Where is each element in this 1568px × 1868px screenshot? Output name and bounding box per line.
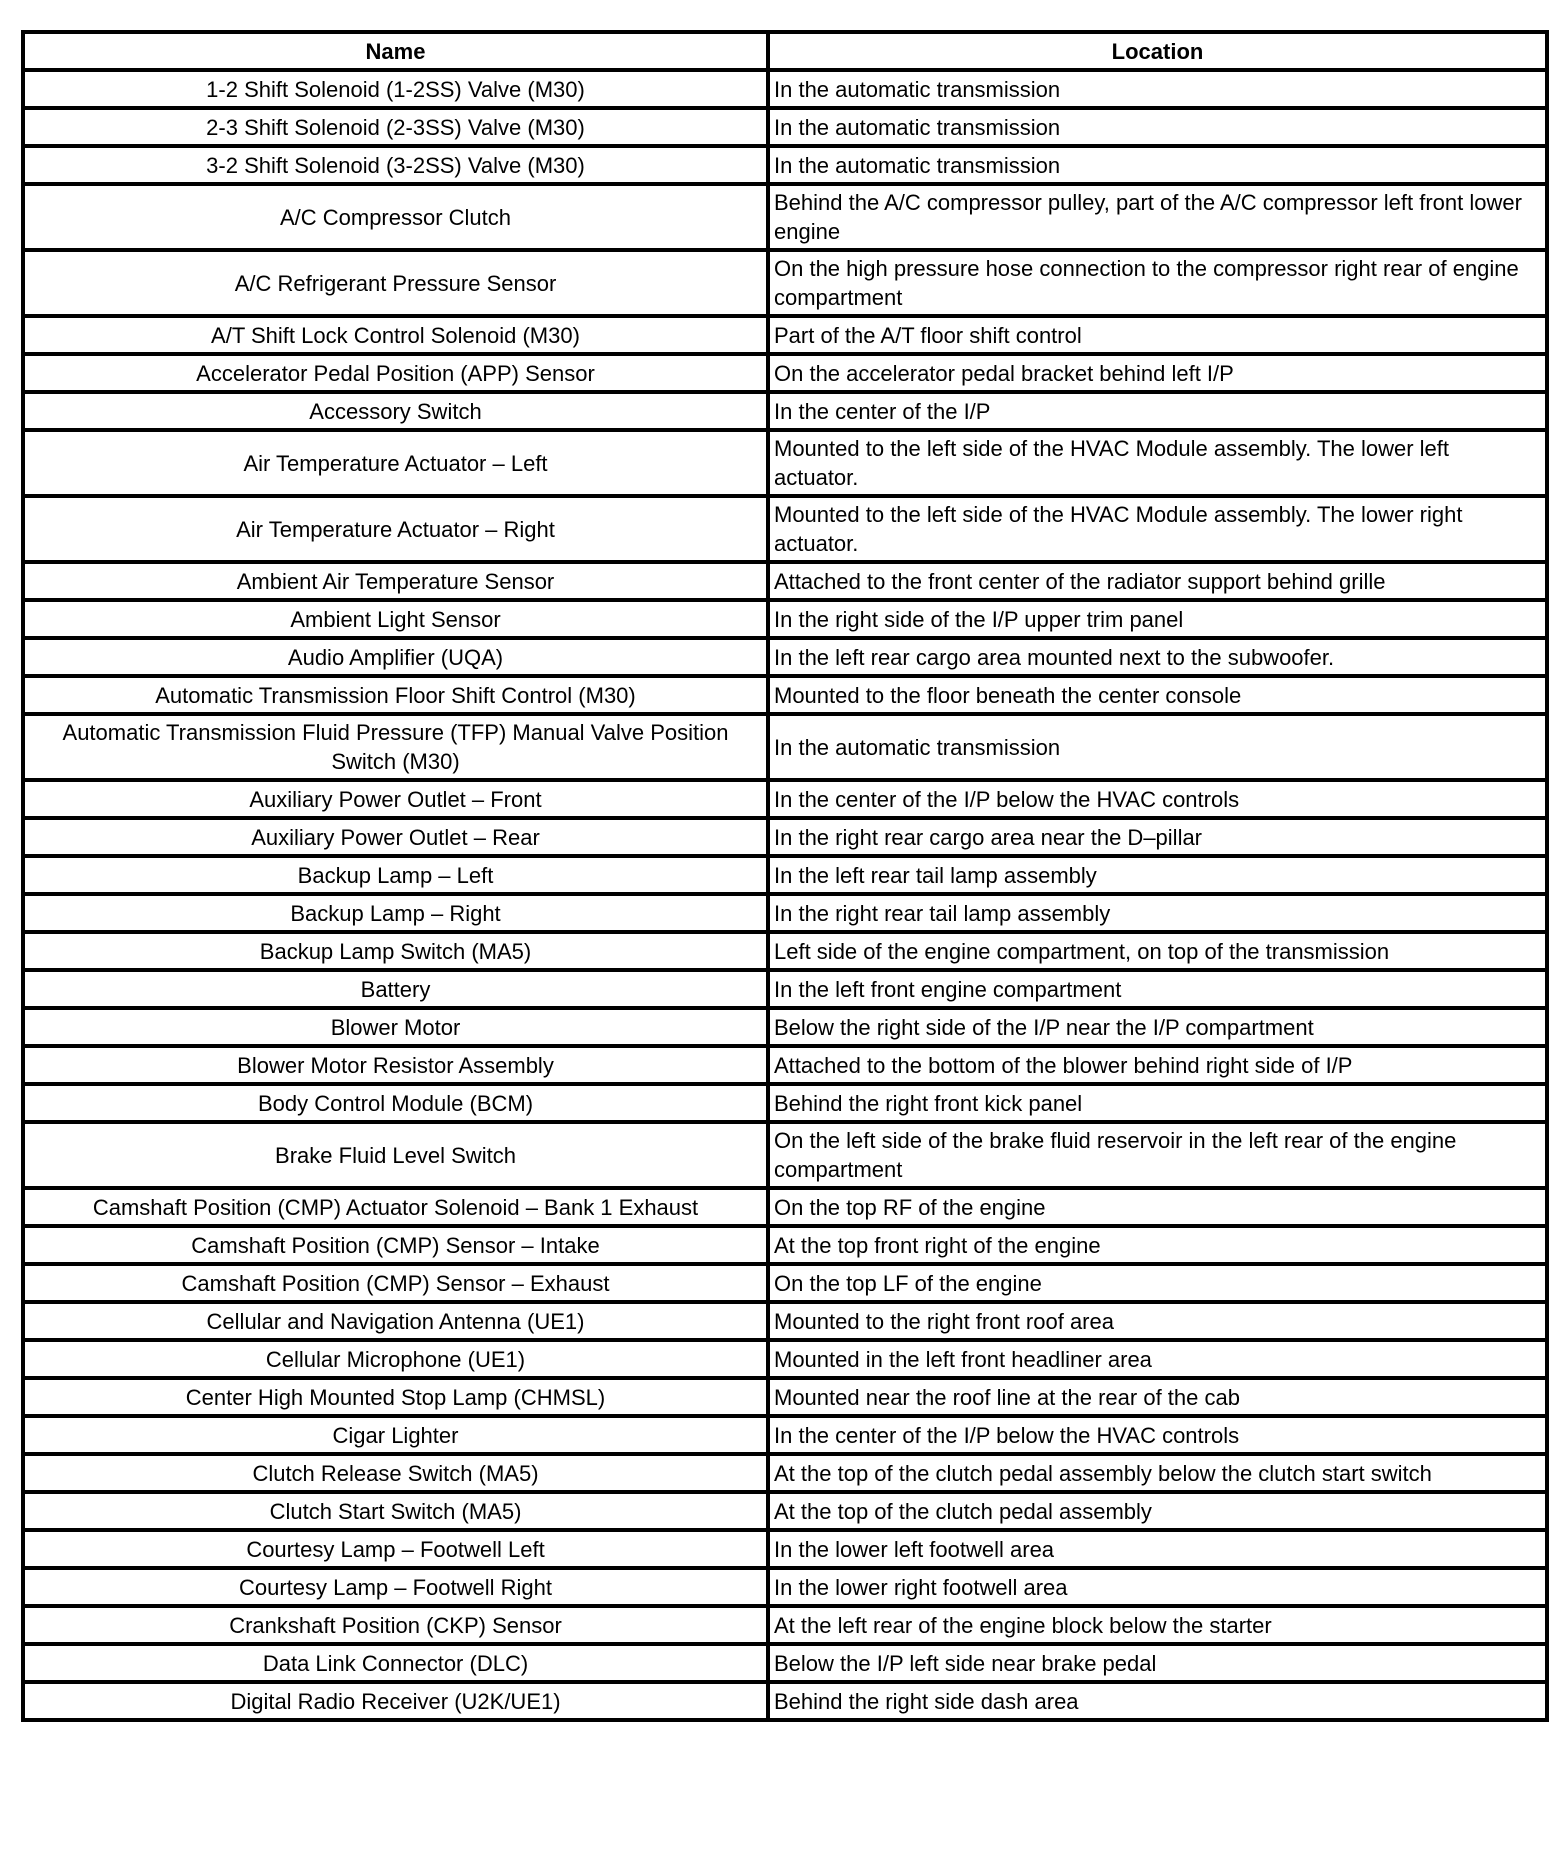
component-location-table-wrapper bbox=[21, 30, 1545, 1722]
component-location-cell: Mounted to the right front roof area bbox=[768, 1302, 1547, 1340]
component-name-cell: Auxiliary Power Outlet – Rear bbox=[23, 818, 768, 856]
component-name-cell: Backup Lamp Switch (MA5) bbox=[23, 932, 768, 970]
component-location-cell: In the center of the I/P bbox=[768, 392, 1547, 430]
component-name-cell: 3-2 Shift Solenoid (3-2SS) Valve (M30) bbox=[23, 146, 768, 184]
component-name-cell: Ambient Air Temperature Sensor bbox=[23, 562, 768, 600]
component-location-cell: On the left side of the brake fluid reservoir in the left rear of the engine compartment bbox=[768, 1122, 1547, 1188]
table-row bbox=[23, 562, 1547, 600]
table-row bbox=[23, 1008, 1547, 1046]
component-location-cell: In the right rear cargo area near the D–pillar bbox=[768, 818, 1547, 856]
component-location-cell: Mounted to the floor beneath the center console bbox=[768, 676, 1547, 714]
table-row bbox=[23, 714, 1547, 780]
component-name-cell: Air Temperature Actuator – Right bbox=[23, 496, 768, 562]
component-name-cell: Camshaft Position (CMP) Sensor – Exhaust bbox=[23, 1264, 768, 1302]
table-row bbox=[23, 316, 1547, 354]
component-location-cell: In the center of the I/P below the HVAC controls bbox=[768, 780, 1547, 818]
component-name-cell: Clutch Start Switch (MA5) bbox=[23, 1492, 768, 1530]
table-row bbox=[23, 108, 1547, 146]
component-location-cell: In the automatic transmission bbox=[768, 146, 1547, 184]
component-name-cell: Crankshaft Position (CKP) Sensor bbox=[23, 1606, 768, 1644]
component-location-table bbox=[21, 30, 1549, 1722]
component-location-cell: In the center of the I/P below the HVAC controls bbox=[768, 1416, 1547, 1454]
table-row bbox=[23, 250, 1547, 316]
table-row bbox=[23, 70, 1547, 108]
table-row bbox=[23, 1530, 1547, 1568]
component-location-cell: Behind the right front kick panel bbox=[768, 1084, 1547, 1122]
component-name-cell: Camshaft Position (CMP) Sensor – Intake bbox=[23, 1226, 768, 1264]
component-location-cell: In the automatic transmission bbox=[768, 714, 1547, 780]
component-location-cell: Mounted near the roof line at the rear of the cab bbox=[768, 1378, 1547, 1416]
table-row bbox=[23, 676, 1547, 714]
component-name-cell: Courtesy Lamp – Footwell Left bbox=[23, 1530, 768, 1568]
component-location-cell: Attached to the front center of the radiator support behind grille bbox=[768, 562, 1547, 600]
component-name-cell: Courtesy Lamp – Footwell Right bbox=[23, 1568, 768, 1606]
table-row bbox=[23, 970, 1547, 1008]
component-name-cell: Automatic Transmission Fluid Pressure (TFP) Manual Valve Position Switch (M30) bbox=[23, 714, 768, 780]
table-row bbox=[23, 1568, 1547, 1606]
table-row bbox=[23, 184, 1547, 250]
component-location-cell: Left side of the engine compartment, on top of the transmission bbox=[768, 932, 1547, 970]
component-location-cell: Behind the right side dash area bbox=[768, 1682, 1547, 1720]
component-name-cell: A/C Compressor Clutch bbox=[23, 184, 768, 250]
component-name-cell: Clutch Release Switch (MA5) bbox=[23, 1454, 768, 1492]
component-location-cell: Attached to the bottom of the blower behind right side of I/P bbox=[768, 1046, 1547, 1084]
component-name-cell: Battery bbox=[23, 970, 768, 1008]
table-row bbox=[23, 1122, 1547, 1188]
component-name-cell: Audio Amplifier (UQA) bbox=[23, 638, 768, 676]
table-row bbox=[23, 1264, 1547, 1302]
component-name-cell: Blower Motor Resistor Assembly bbox=[23, 1046, 768, 1084]
component-name-cell: Automatic Transmission Floor Shift Control (M30) bbox=[23, 676, 768, 714]
component-name-cell: Cigar Lighter bbox=[23, 1416, 768, 1454]
column-header-name: Name bbox=[23, 32, 768, 70]
component-name-cell: Digital Radio Receiver (U2K/UE1) bbox=[23, 1682, 768, 1720]
header-row bbox=[23, 32, 1547, 70]
component-name-cell: Auxiliary Power Outlet – Front bbox=[23, 780, 768, 818]
component-location-cell: In the lower right footwell area bbox=[768, 1568, 1547, 1606]
component-location-cell: Below the right side of the I/P near the I/P compartment bbox=[768, 1008, 1547, 1046]
table-row bbox=[23, 638, 1547, 676]
component-name-cell: Body Control Module (BCM) bbox=[23, 1084, 768, 1122]
component-location-cell: Below the I/P left side near brake pedal bbox=[768, 1644, 1547, 1682]
table-row bbox=[23, 1682, 1547, 1720]
component-location-cell: In the automatic transmission bbox=[768, 108, 1547, 146]
component-location-cell: In the left rear cargo area mounted next to the subwoofer. bbox=[768, 638, 1547, 676]
table-row bbox=[23, 354, 1547, 392]
component-location-cell: At the top of the clutch pedal assembly below the clutch start switch bbox=[768, 1454, 1547, 1492]
component-name-cell: Blower Motor bbox=[23, 1008, 768, 1046]
table-row bbox=[23, 856, 1547, 894]
component-name-cell: Cellular and Navigation Antenna (UE1) bbox=[23, 1302, 768, 1340]
table-body bbox=[23, 70, 1547, 1720]
component-name-cell: Data Link Connector (DLC) bbox=[23, 1644, 768, 1682]
table-row bbox=[23, 780, 1547, 818]
table-row bbox=[23, 1188, 1547, 1226]
component-name-cell: Brake Fluid Level Switch bbox=[23, 1122, 768, 1188]
component-location-cell: Part of the A/T floor shift control bbox=[768, 316, 1547, 354]
component-location-cell: In the automatic transmission bbox=[768, 70, 1547, 108]
component-location-cell: On the top RF of the engine bbox=[768, 1188, 1547, 1226]
table-row bbox=[23, 1378, 1547, 1416]
component-name-cell: Air Temperature Actuator – Left bbox=[23, 430, 768, 496]
table-row bbox=[23, 1046, 1547, 1084]
component-location-cell: Mounted in the left front headliner area bbox=[768, 1340, 1547, 1378]
table-row bbox=[23, 932, 1547, 970]
component-location-cell: On the accelerator pedal bracket behind left I/P bbox=[768, 354, 1547, 392]
component-name-cell: 1-2 Shift Solenoid (1-2SS) Valve (M30) bbox=[23, 70, 768, 108]
component-location-cell: At the left rear of the engine block below the starter bbox=[768, 1606, 1547, 1644]
component-location-cell: In the right rear tail lamp assembly bbox=[768, 894, 1547, 932]
component-location-cell: On the high pressure hose connection to the compressor right rear of engine compartment bbox=[768, 250, 1547, 316]
table-row bbox=[23, 430, 1547, 496]
table-row bbox=[23, 1226, 1547, 1264]
component-name-cell: Ambient Light Sensor bbox=[23, 600, 768, 638]
table-row bbox=[23, 1644, 1547, 1682]
table-row bbox=[23, 392, 1547, 430]
component-name-cell: Accessory Switch bbox=[23, 392, 768, 430]
component-location-cell: Mounted to the left side of the HVAC Module assembly. The lower right actuator. bbox=[768, 496, 1547, 562]
component-name-cell: A/C Refrigerant Pressure Sensor bbox=[23, 250, 768, 316]
table-row bbox=[23, 1454, 1547, 1492]
component-location-cell: Behind the A/C compressor pulley, part of the A/C compressor left front lower engine bbox=[768, 184, 1547, 250]
component-name-cell: 2-3 Shift Solenoid (2-3SS) Valve (M30) bbox=[23, 108, 768, 146]
component-name-cell: Camshaft Position (CMP) Actuator Solenoid – Bank 1 Exhaust bbox=[23, 1188, 768, 1226]
component-location-cell: At the top of the clutch pedal assembly bbox=[768, 1492, 1547, 1530]
component-location-cell: At the top front right of the engine bbox=[768, 1226, 1547, 1264]
table-row bbox=[23, 894, 1547, 932]
table-row bbox=[23, 1302, 1547, 1340]
component-location-cell: In the left front engine compartment bbox=[768, 970, 1547, 1008]
table-row bbox=[23, 1492, 1547, 1530]
component-location-cell: In the lower left footwell area bbox=[768, 1530, 1547, 1568]
table-row bbox=[23, 1606, 1547, 1644]
table-row bbox=[23, 600, 1547, 638]
component-name-cell: Backup Lamp – Right bbox=[23, 894, 768, 932]
column-header-location: Location bbox=[768, 32, 1547, 70]
component-name-cell: Cellular Microphone (UE1) bbox=[23, 1340, 768, 1378]
component-location-cell: In the right side of the I/P upper trim panel bbox=[768, 600, 1547, 638]
table-row bbox=[23, 1340, 1547, 1378]
component-name-cell: Center High Mounted Stop Lamp (CHMSL) bbox=[23, 1378, 768, 1416]
component-name-cell: A/T Shift Lock Control Solenoid (M30) bbox=[23, 316, 768, 354]
component-location-cell: In the left rear tail lamp assembly bbox=[768, 856, 1547, 894]
component-name-cell: Backup Lamp – Left bbox=[23, 856, 768, 894]
component-location-cell: Mounted to the left side of the HVAC Module assembly. The lower left actuator. bbox=[768, 430, 1547, 496]
table-row bbox=[23, 818, 1547, 856]
table-row bbox=[23, 146, 1547, 184]
table-row bbox=[23, 496, 1547, 562]
component-name-cell: Accelerator Pedal Position (APP) Sensor bbox=[23, 354, 768, 392]
table-row bbox=[23, 1416, 1547, 1454]
component-location-cell: On the top LF of the engine bbox=[768, 1264, 1547, 1302]
table-row bbox=[23, 1084, 1547, 1122]
